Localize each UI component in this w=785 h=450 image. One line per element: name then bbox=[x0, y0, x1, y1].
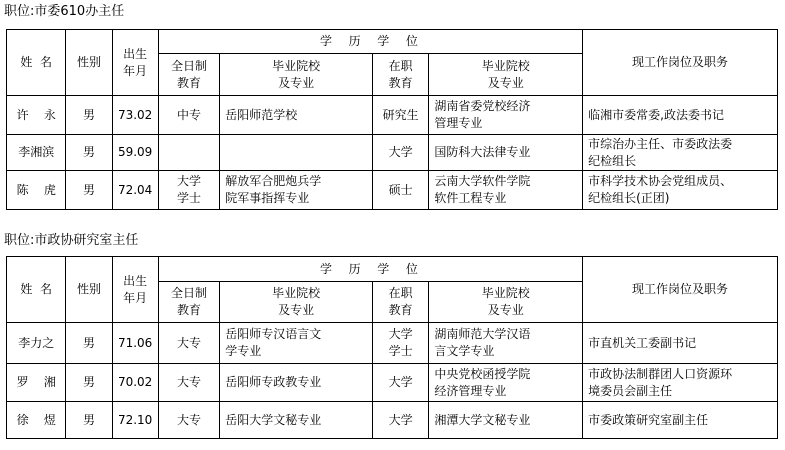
cell-fulltime-edu: 大专 bbox=[158, 364, 220, 402]
cell-job: 临湘市委常委,政法委书记 bbox=[583, 96, 778, 135]
header-education-group: 学 历 学 位 bbox=[158, 30, 582, 54]
cell-gender: 男 bbox=[66, 323, 112, 364]
header-name: 姓 名 bbox=[7, 257, 66, 323]
cell-inservice-school: 湘潭大学文秘专业 bbox=[429, 402, 583, 439]
header-fulltime-edu: 全日制 教育 bbox=[158, 54, 220, 96]
cell-inservice-school: 中央党校函授学院 经济管理专业 bbox=[429, 364, 583, 402]
cell-gender: 男 bbox=[66, 364, 112, 402]
cell-name: 徐 煜 bbox=[7, 402, 66, 439]
cell-birth: 59.09 bbox=[112, 135, 158, 171]
cell-fulltime-school: 岳阳大学文秘专业 bbox=[220, 402, 373, 439]
cell-inservice-edu: 硕士 bbox=[372, 171, 428, 210]
cell-birth: 71.06 bbox=[112, 323, 158, 364]
header-inservice-school: 毕业院校 及专业 bbox=[429, 54, 583, 96]
cell-job: 市直机关工委副书记 bbox=[583, 323, 778, 364]
cell-birth: 72.10 bbox=[112, 402, 158, 439]
cell-inservice-edu: 大学 学士 bbox=[372, 323, 428, 364]
cell-inservice-edu: 研究生 bbox=[372, 96, 428, 135]
section-2-title: 职位:市政协研究室主任 bbox=[4, 233, 139, 248]
header-education-group: 学 历 学 位 bbox=[158, 257, 582, 282]
cell-gender: 男 bbox=[66, 171, 112, 210]
section-1-title: 职位:市委610办主任 bbox=[4, 4, 125, 19]
header-fulltime-school: 毕业院校 及专业 bbox=[220, 54, 373, 96]
cell-fulltime-school: 岳阳师范学校 bbox=[220, 96, 373, 135]
cell-inservice-edu: 大学 bbox=[372, 135, 428, 171]
table-row bbox=[7, 402, 778, 439]
cell-inservice-school: 湖南省委党校经济 管理专业 bbox=[429, 96, 583, 135]
cell-name: 李力之 bbox=[7, 323, 66, 364]
cell-name: 陈 虎 bbox=[7, 171, 66, 210]
cell-fulltime-edu: 中专 bbox=[158, 96, 220, 135]
cell-inservice-school: 云南大学软件学院 软件工程专业 bbox=[429, 171, 583, 210]
cell-gender: 男 bbox=[66, 96, 112, 135]
header-job: 现工作岗位及职务 bbox=[583, 30, 778, 96]
cell-gender: 男 bbox=[66, 402, 112, 439]
header-birth: 出生 年月 bbox=[112, 30, 158, 96]
cell-gender: 男 bbox=[66, 135, 112, 171]
table-row bbox=[7, 364, 778, 402]
cell-birth: 70.02 bbox=[112, 364, 158, 402]
header-gender: 性别 bbox=[66, 30, 112, 96]
table-row bbox=[7, 96, 778, 135]
header-fulltime-edu: 全日制 教育 bbox=[158, 282, 220, 323]
cell-fulltime-edu bbox=[158, 135, 220, 171]
cell-fulltime-edu: 大专 bbox=[158, 402, 220, 439]
cell-fulltime-school: 岳阳师专政教专业 bbox=[220, 364, 373, 402]
header-inservice-edu: 在职 教育 bbox=[372, 54, 428, 96]
cell-name: 李湘滨 bbox=[7, 135, 66, 171]
cell-birth: 73.02 bbox=[112, 96, 158, 135]
cell-birth: 72.04 bbox=[112, 171, 158, 210]
header-name: 姓 名 bbox=[7, 30, 66, 96]
candidate-table-2 bbox=[6, 256, 778, 439]
cell-inservice-school: 湖南师范大学汉语 言文学专业 bbox=[429, 323, 583, 364]
cell-job: 市委政策研究室副主任 bbox=[583, 402, 778, 439]
cell-fulltime-school bbox=[220, 135, 373, 171]
header-inservice-edu: 在职 教育 bbox=[372, 282, 428, 323]
cell-job: 市综治办主任、市委政法委 纪检组长 bbox=[583, 135, 778, 171]
cell-fulltime-school: 解放军合肥炮兵学 院军事指挥专业 bbox=[220, 171, 373, 210]
cell-inservice-edu: 大学 bbox=[372, 402, 428, 439]
cell-fulltime-edu: 大学 学士 bbox=[158, 171, 220, 210]
cell-name: 罗 湘 bbox=[7, 364, 66, 402]
header-job: 现工作岗位及职务 bbox=[583, 257, 778, 323]
cell-fulltime-school: 岳阳师专汉语言文 学专业 bbox=[220, 323, 373, 364]
cell-inservice-school: 国防科大法律专业 bbox=[429, 135, 583, 171]
header-inservice-school: 毕业院校 及专业 bbox=[429, 282, 583, 323]
table-row bbox=[7, 135, 778, 171]
cell-job: 市科学技术协会党组成员、 纪检组长(正团) bbox=[583, 171, 778, 210]
header-gender: 性别 bbox=[66, 257, 112, 323]
cell-inservice-edu: 大学 bbox=[372, 364, 428, 402]
candidate-table-1 bbox=[6, 29, 778, 210]
cell-fulltime-edu: 大专 bbox=[158, 323, 220, 364]
header-fulltime-school: 毕业院校 及专业 bbox=[220, 282, 373, 323]
table-row bbox=[7, 323, 778, 364]
header-birth: 出生 年月 bbox=[112, 257, 158, 323]
cell-name: 许 永 bbox=[7, 96, 66, 135]
cell-job: 市政协法制群团人口资源环 境委员会副主任 bbox=[583, 364, 778, 402]
table-row bbox=[7, 171, 778, 210]
